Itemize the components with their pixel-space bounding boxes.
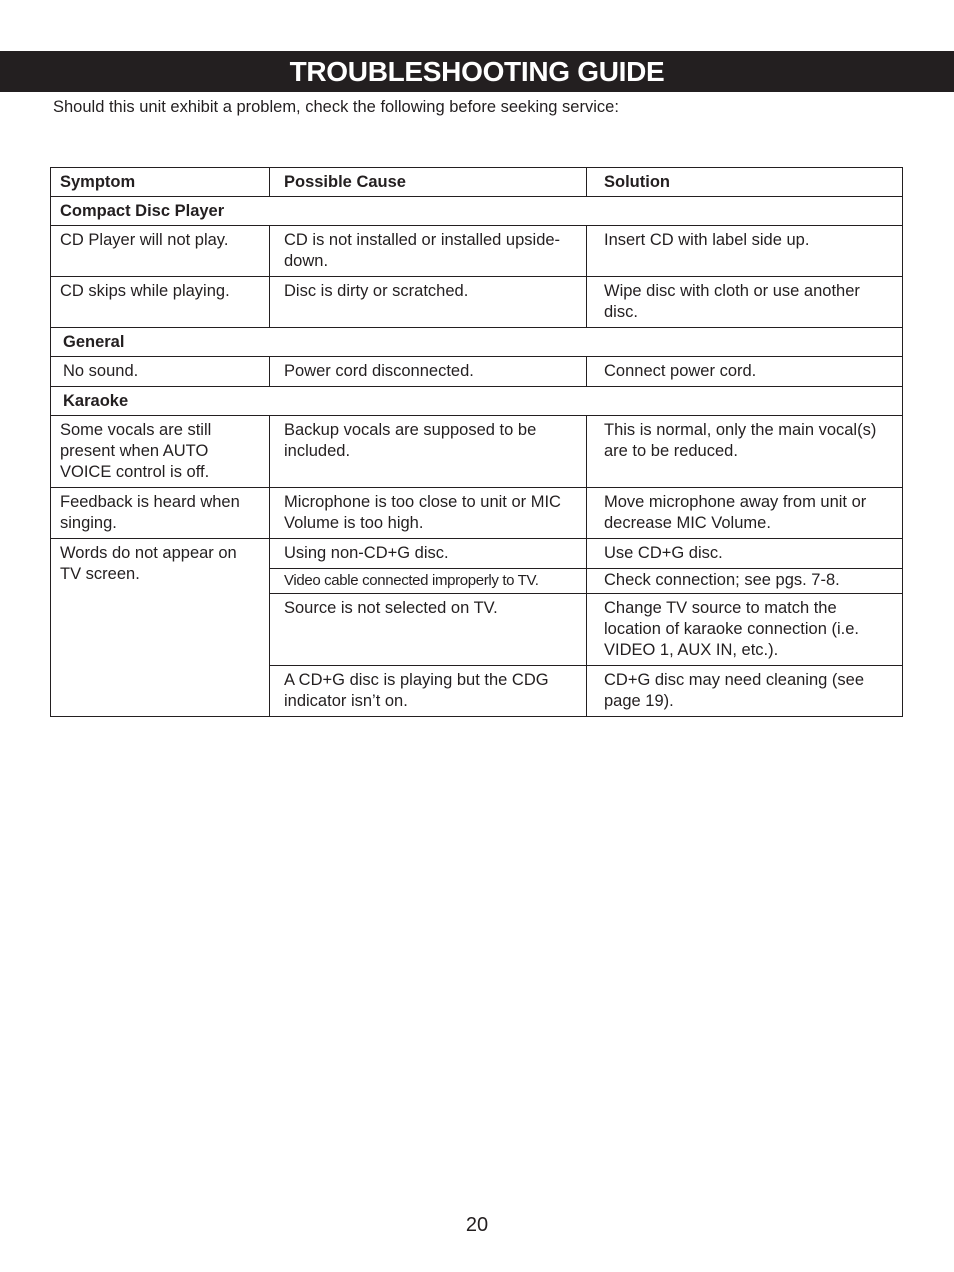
cause-text: Video cable connected improperly to TV. [284,572,539,589]
table-row [51,277,903,328]
symptom-cell: Some vocals are still present when AUTO VOICE control is off. [51,416,270,488]
symptom-cell: Words do not appear on TV screen. [51,539,270,717]
page-number: 20 [465,1214,489,1236]
solution-cell: Connect power cord. [587,357,903,387]
cause-cell: Source is not selected on TV. [270,594,587,666]
symptom-cell: Feedback is heard when singing. [51,488,270,539]
page-title: TROUBLESHOOTING GUIDE [289,56,665,87]
table-header-row [51,168,903,197]
header-symptom: Symptom [51,168,270,197]
table-row [51,416,903,488]
solution-cell: Use CD+G disc. [587,539,903,569]
cause-cell: Power cord disconnected. [270,357,587,387]
solution-cell: Insert CD with label side up. [587,226,903,277]
symptom-cell: No sound. [51,357,270,387]
section-title-karaoke: Karaoke [51,387,903,416]
header-solution: Solution [587,168,903,197]
solution-cell: Move microphone away from unit or decrease MIC Volume. [587,488,903,539]
solution-cell: Change TV source to match the location of karaoke connection (i.e. VIDEO 1, AUX IN, etc.). [587,594,903,666]
cause-cell: Microphone is too close to unit or MIC Volume is too high. [270,488,587,539]
section-row-general [51,328,903,357]
intro-text: Should this unit exhibit a problem, check the following before seeking service: [53,98,619,116]
section-row-karaoke [51,387,903,416]
table-row [51,226,903,277]
cause-cell: Backup vocals are supposed to be included. [270,416,587,488]
table-row [51,357,903,387]
title-bar [0,51,954,92]
solution-cell: CD+G disc may need cleaning (see page 19). [587,666,903,717]
section-title-general: General [51,328,903,357]
section-title-cd: Compact Disc Player [51,197,903,226]
cause-cell: Disc is dirty or scratched. [270,277,587,328]
table-row [51,539,903,569]
symptom-cell: CD Player will not play. [51,226,270,277]
solution-cell: Wipe disc with cloth or use another disc. [587,277,903,328]
section-row-cd [51,197,903,226]
solution-cell: Check connection; see pgs. 7-8. [587,569,903,594]
cause-cell [270,569,587,594]
table-row [51,488,903,539]
header-possible-cause: Possible Cause [270,168,587,197]
symptom-cell: CD skips while playing. [51,277,270,328]
cause-cell: A CD+G disc is playing but the CDG indicator isn’t on. [270,666,587,717]
solution-cell: This is normal, only the main vocal(s) are to be reduced. [587,416,903,488]
cause-cell: Using non-CD+G disc. [270,539,587,569]
cause-cell: CD is not installed or installed upside-down. [270,226,587,277]
troubleshooting-table [50,167,903,717]
